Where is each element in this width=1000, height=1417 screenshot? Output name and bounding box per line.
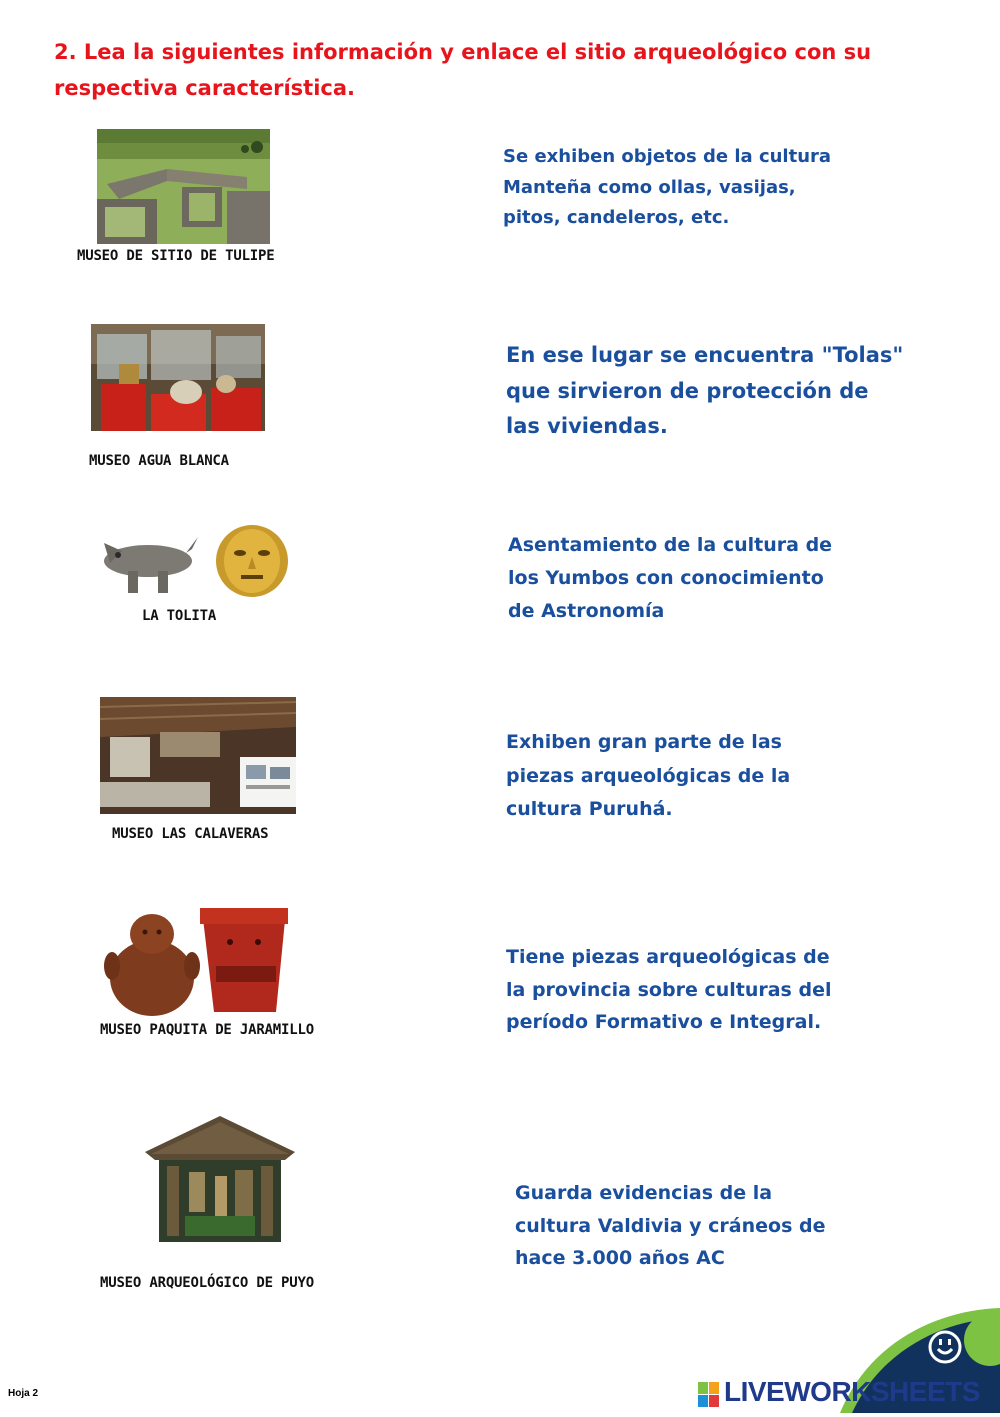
description-4-line-1: Exhiben gran parte de las (506, 731, 782, 753)
description-5-line-1: Tiene piezas arqueológicas de (506, 946, 830, 968)
description-5-line-2: la provincia sobre culturas del (506, 978, 832, 1001)
description-3-line-1: Asentamiento de la cultura de (508, 534, 833, 556)
museum-label-las-calaveras: MUSEO LAS CALAVERAS (112, 826, 269, 842)
instruction-line-2: respectiva característica. (54, 76, 355, 100)
description-2-line-1: En ese lugar se encuentra "Tolas" (506, 343, 904, 367)
description-1-line-2: Manteña como ollas, vasijas, (503, 176, 796, 198)
description-2-line-2: que sirvieron de protección de (506, 378, 869, 403)
la-tolita-photo (98, 523, 298, 603)
instruction-title (54, 34, 934, 106)
description-3 (508, 529, 832, 628)
smile-logo-icon (928, 1330, 962, 1364)
description-4-line-2: piezas arqueológicas de la (506, 764, 791, 787)
instruction-line-1: 2. Lea la siguientes información y enlace el sitio arqueológico con su (54, 40, 872, 64)
museum-label-agua-blanca: MUSEO AGUA BLANCA (89, 453, 229, 469)
description-5 (506, 941, 831, 1039)
description-2-line-3: las viviendas. (506, 414, 668, 438)
museum-label-la-tolita: LA TOLITA (142, 608, 217, 624)
liveworksheets-badge-icon (698, 1382, 720, 1408)
description-4 (506, 726, 790, 827)
description-1 (503, 142, 831, 234)
description-4-line-3: cultura Puruhá. (506, 798, 673, 820)
tulipe-photo (97, 129, 270, 244)
liveworksheets-brand[interactable]: LIVEWORKSHEETS (724, 1376, 980, 1407)
description-6-line-2: cultura Valdivia y cráneos de (515, 1214, 826, 1237)
description-3-line-3: de Astronomía (508, 600, 665, 622)
description-6 (515, 1177, 826, 1275)
description-3-line-2: los Yumbos con conocimiento (508, 567, 824, 589)
puyo-photo (145, 1116, 295, 1242)
description-1-line-3: pitos, candeleros, etc. (503, 207, 730, 228)
description-5-line-3: período Formativo e Integral. (506, 1011, 822, 1033)
las-calaveras-photo (100, 697, 296, 814)
museum-label-tulipe: MUSEO DE SITIO DE TULIPE (77, 248, 275, 264)
description-1-line-1: Se exhiben objetos de la cultura (503, 146, 832, 167)
description-6-line-3: hace 3.000 años AC (515, 1247, 725, 1269)
museum-label-paquita-jaramillo: MUSEO PAQUITA DE JARAMILLO (100, 1022, 314, 1038)
paquita-jaramillo-photo (104, 906, 290, 1018)
description-2 (506, 338, 903, 445)
museum-label-puyo: MUSEO ARQUEOLÓGICO DE PUYO (100, 1275, 314, 1291)
agua-blanca-photo (91, 324, 265, 431)
description-6-line-1: Guarda evidencias de la (515, 1182, 773, 1204)
page-number: Hoja 2 (8, 1388, 39, 1399)
